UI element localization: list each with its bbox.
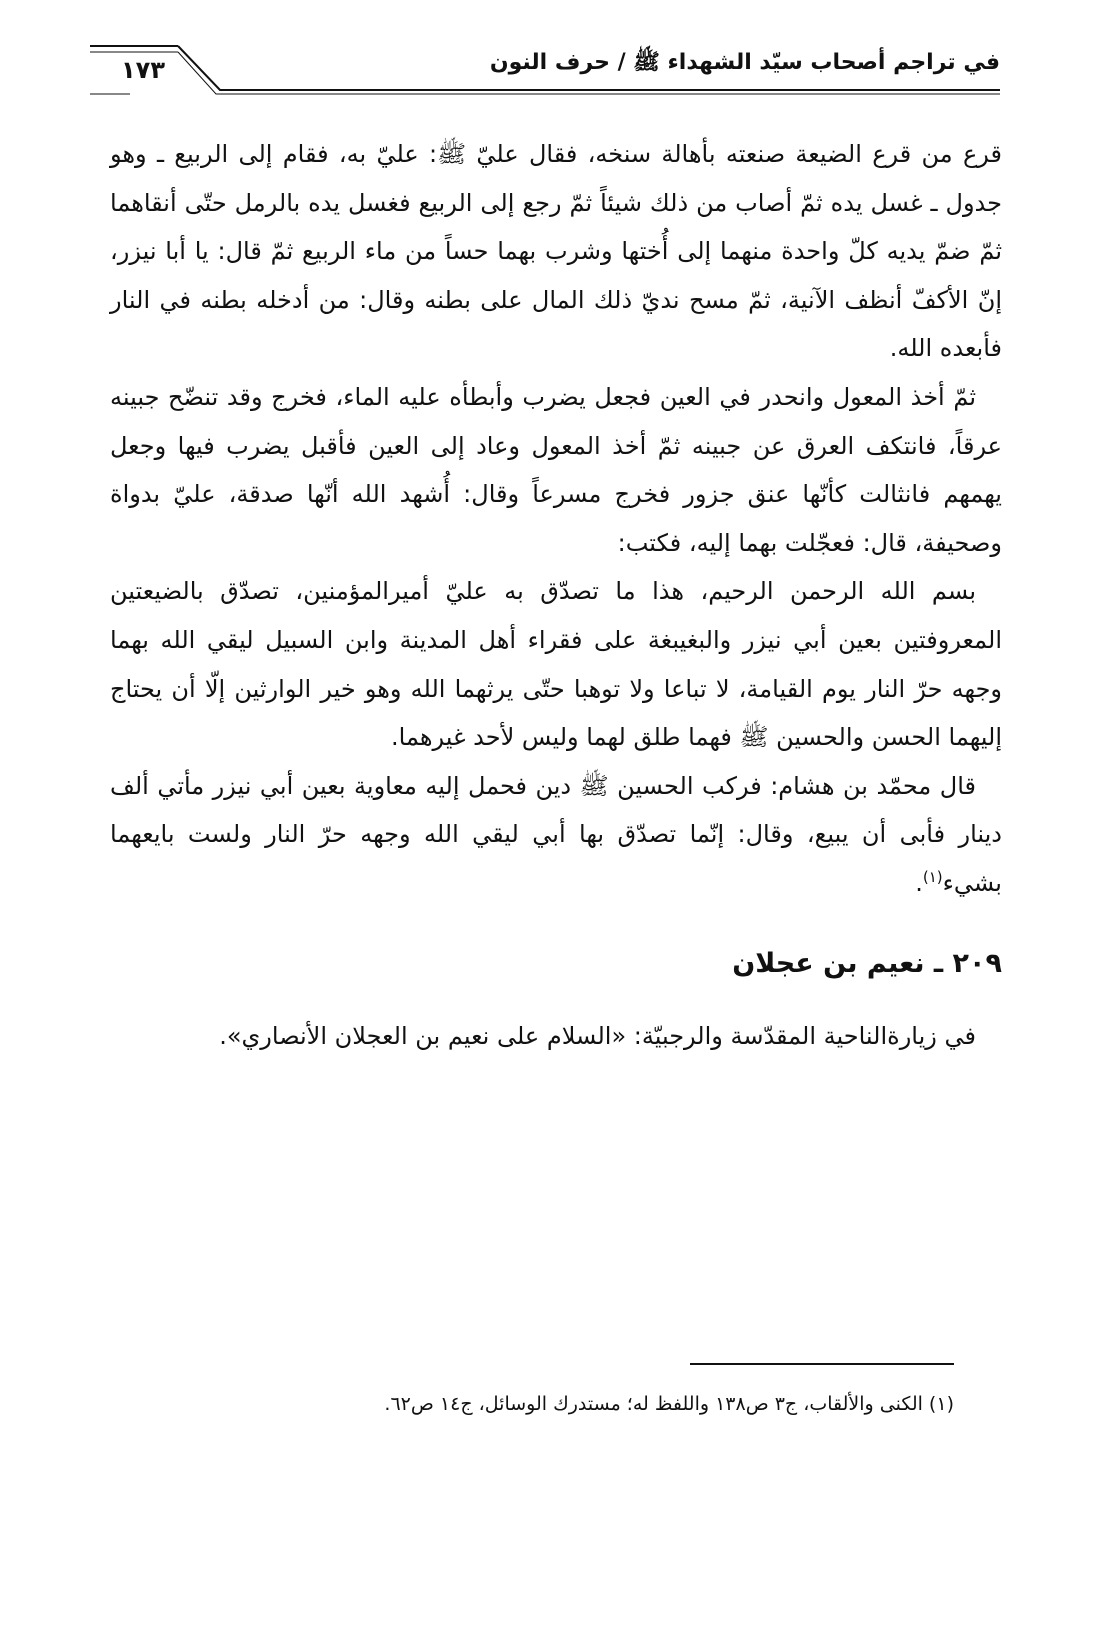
footnote-divider [690, 1363, 954, 1365]
paragraph-2: ثمّ أخذ المعول وانحدر في العين فجعل يضرب وأبطأه عليه الماء، فخرج وقد تنضّح جبينه عرقاً، فانتكف العرق عن جبينه ثمّ أخذ المعول وعاد إلى العين فأقبل يضرب فيها وجعل يهمهم فانثالت كأنّها عنق جزور فخرج مسرعاً وقال: أُشهد الله أنّها صدقة، عليّ بدواة وصحيفة، قال: فعجّلت بهما إليه، فكتب: [110, 382, 1002, 557]
paragraph-4-text: قال محمّد بن هشام: فركب الحسين ﷺ دين فحمل إليه معاوية بعين أبي نيزر مأتي ألف دينار فأبى أن يبيع، وقال: إنّما تصدّق بها أبي ليقي الله وجهه حرّ النار ولست بايعهما بشيء [110, 771, 1002, 897]
body-text [110, 130, 1002, 1060]
page-number: ١٧٣ [121, 56, 165, 84]
section-heading: ٢٠٩ ـ نعيم بن عجلان [732, 947, 1002, 979]
footnote: (١) الكنى والألقاب، ج٣ ص١٣٨ واللفظ له؛ مستدرك الوسائل، ج١٤ ص٦٢. [384, 1393, 954, 1415]
paragraph-3: بسم الله الرحمن الرحيم، هذا ما تصدّق به عليّ أميرالمؤمنين، تصدّق بالضيعتين المعروفتين بعين أبي نيزر والبغيبغة على فقراء أهل المدينة وابن السبيل ليقي الله بهما وجهه حرّ النار يوم القيامة، لا تباعا ولا توهبا حتّى يرثهما الله وهو خير الوارثين إلّا أن يحتاج إليهما الحسن والحسين ﷺ فهما طلق لهما وليس لأحد غيرهما. [110, 577, 1002, 752]
footnote-marker: (١) [922, 867, 943, 886]
running-title: في تراجم أصحاب سيّد الشهداء ﷺ / حرف النون [489, 50, 1000, 75]
paragraph-4 [110, 762, 1002, 908]
running-header [90, 38, 1000, 102]
section-paragraph: في زيارةالناحية المقدّسة والرجبيّة: «السلام على نعيم بن العجلان الأنصاري». [219, 1021, 976, 1050]
paragraph-4-end: . [915, 868, 923, 897]
paragraph-1: قرع من قرع الضيعة صنعته بأهالة سنخه، فقال عليّ ﷺ: عليّ به، فقام إلى الربيع ـ وهو جدول ـ غسل يده ثمّ أصاب من ذلك شيئاً ثمّ رجع إلى الربيع فغسل يده بالرمل حتّى أنقاهما ثمّ ضمّ يديه كلّ واحدة منهما إلى أُختها وشرب بهما حساً من ماء الربيع ثمّ قال: يا أبا نيزر، إنّ الأكفّ أنظف الآنية، ثمّ مسح نديّ ذلك المال على بطنه وقال: من أدخله بطنه في النار فأبعده الله. [110, 140, 1002, 363]
